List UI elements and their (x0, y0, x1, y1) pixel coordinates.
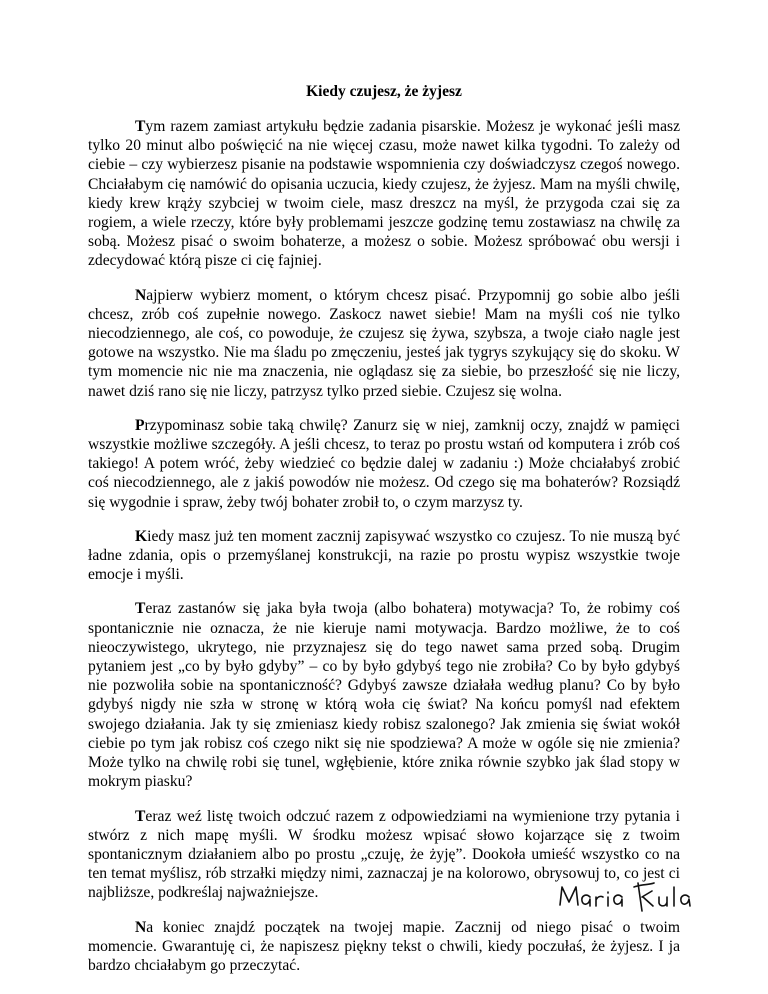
paragraph-text: eraz zastanów się jaka była twoja (albo bohatera) motywacja? To, że robimy coś spontanicznie nie oznacza, że nie kieruje nami motywacja. Bardzo możliwe, że to coś nieoczywistego, ukrytego, nie przyznajesz się do tego nawet sama przed sobą. Drugim pytaniem jest „co by było gdyby” – co by było gdybyś tego nie zrobiła? Co by było gdybyś nie pozwoliła sobie na spontaniczność? Gdybyś zawsze działała według planu? Co by było gdybyś nigdy nie szła w stronę w którą woła cię świat? Na końcu pomyśl nad efektem swojego działania. Jak ty się zmieniasz kiedy robisz szalonego? Jak zmienia się świat wokół ciebie po tym jak robisz coś czego nikt się nie spodziewa? A może w ogóle się nie zmienia? Może tylko na chwilę robi się tunel, wgłębienie, które znika równie szybko jak ślad stopy w mokrym piasku? (88, 600, 680, 791)
paragraph-text: rzypominasz sobie taką chwilę? Zanurz się w niej, zamknij oczy, znajdź w pamięci wszystkie możliwe szczegóły. A jeśli chcesz, to teraz po prostu wstań od komputera i zrób coś takiego! A potem wróć, żeby wiedzieć co będzie dalej w zadaniu :) Może chciałabyś zrobić coś niecodziennego, ale z jakiś powodów nie możesz. Od czego się ma bohaterów? Rozsiądź się wygodnie i spraw, żeby twój bohater zrobił to, o czym marzysz ty. (88, 416, 680, 511)
paragraph-5 (88, 599, 680, 791)
paragraph-text: ym razem zamiast artykułu będzie zadania pisarskie. Możesz je wykonać jeśli masz tylko 20 minut albo poświęcić na nie więcej czasu, może nawet kilka tygodni. To zależy od ciebie – czy wybierzesz pisanie na podstawie wspomnienia czy doświadczysz czegoś nowego. Chciałabym cię namówić do opisania uczucia, kiedy czujesz, że żyjesz. Mam na myśli chwilę, kiedy krew krąży szybciej w twoim ciele, masz dreszcz na myśl, że przygoda czai się za rogiem, a wiele rzeczy, które były problemami jeszcze godzinę temu zostawiasz na chwilę za sobą. Możesz pisać o swoim bohaterze, a możesz o sobie. Możesz spróbować obu wersji i zdecydować którą pisze ci cię fajniej. (88, 118, 680, 270)
document-title: Kiedy czujesz, że żyjesz (306, 83, 462, 100)
paragraph-text: iedy masz już ten moment zacznij zapisywać wszystko co czujesz. To nie muszą być ładne zdania, opis o przemyślanej konstrukcji, na razie po prostu wypisz wszystkie twoje emocje i myśli. (88, 527, 680, 584)
document-body (88, 82, 680, 990)
drop-letter: T (135, 807, 146, 825)
paragraph-text: eraz weź listę twoich odczuć razem z odpowiedziami na wymienione trzy pytania i stwórz z nich mapę myśli. W środku możesz wpisać słowo kojarzące się z twoim spontanicznym działaniem albo po prostu „czuję, że żyję”. Dookoła umieść wszystko co na ten temat myślisz, rób strzałki między nimi, zaznaczaj je na kolorowo, obrysowuj to, co jest ci najbliższe, podkreślaj najważniejsze. (88, 807, 680, 902)
paragraph-7 (88, 918, 680, 976)
signature (556, 875, 716, 915)
drop-letter: P (135, 416, 145, 434)
drop-letter: T (135, 600, 146, 618)
drop-letter: T (135, 118, 146, 135)
paragraph-4 (88, 527, 680, 585)
paragraph-2 (88, 286, 680, 401)
drop-letter: K (135, 527, 148, 545)
paragraph-text: ajpierw wybierz moment, o którym chcesz pisać. Przypomnij go sobie albo jeśli chcesz, zrób coś zupełnie nowego. Zaskocz nawet siebie! Mam na myśli coś nie tylko niecodziennego, ale coś, co powoduje, że czujesz się żywa, szybsza, a twoje ciało nagle jest gotowe na wszystko. Nie ma śladu po zmęczeniu, jesteś jak tygrys szykujący się do skoku. W tym momencie nic nie ma znaczenia, nie oglądasz się za siebie, bo przeszłość się nie liczy, nawet dziś rano się nie liczy, patrzysz tylko przed siebie. Czujesz się wolna. (88, 286, 680, 400)
drop-letter: N (135, 918, 147, 936)
signature-icon (556, 875, 716, 915)
paragraph-1 (88, 117, 680, 271)
drop-letter: N (135, 286, 147, 304)
paragraph-3 (88, 416, 680, 512)
paragraph-text: a koniec znajdź początek na twojej mapie. Zacznij od niego pisać o twoim momencie. Gwarantuję ci, że napiszesz piękny tekst o chwili, kiedy poczułaś, że żyjesz. I ja bardzo chciałabym go przeczytać. (88, 918, 680, 974)
